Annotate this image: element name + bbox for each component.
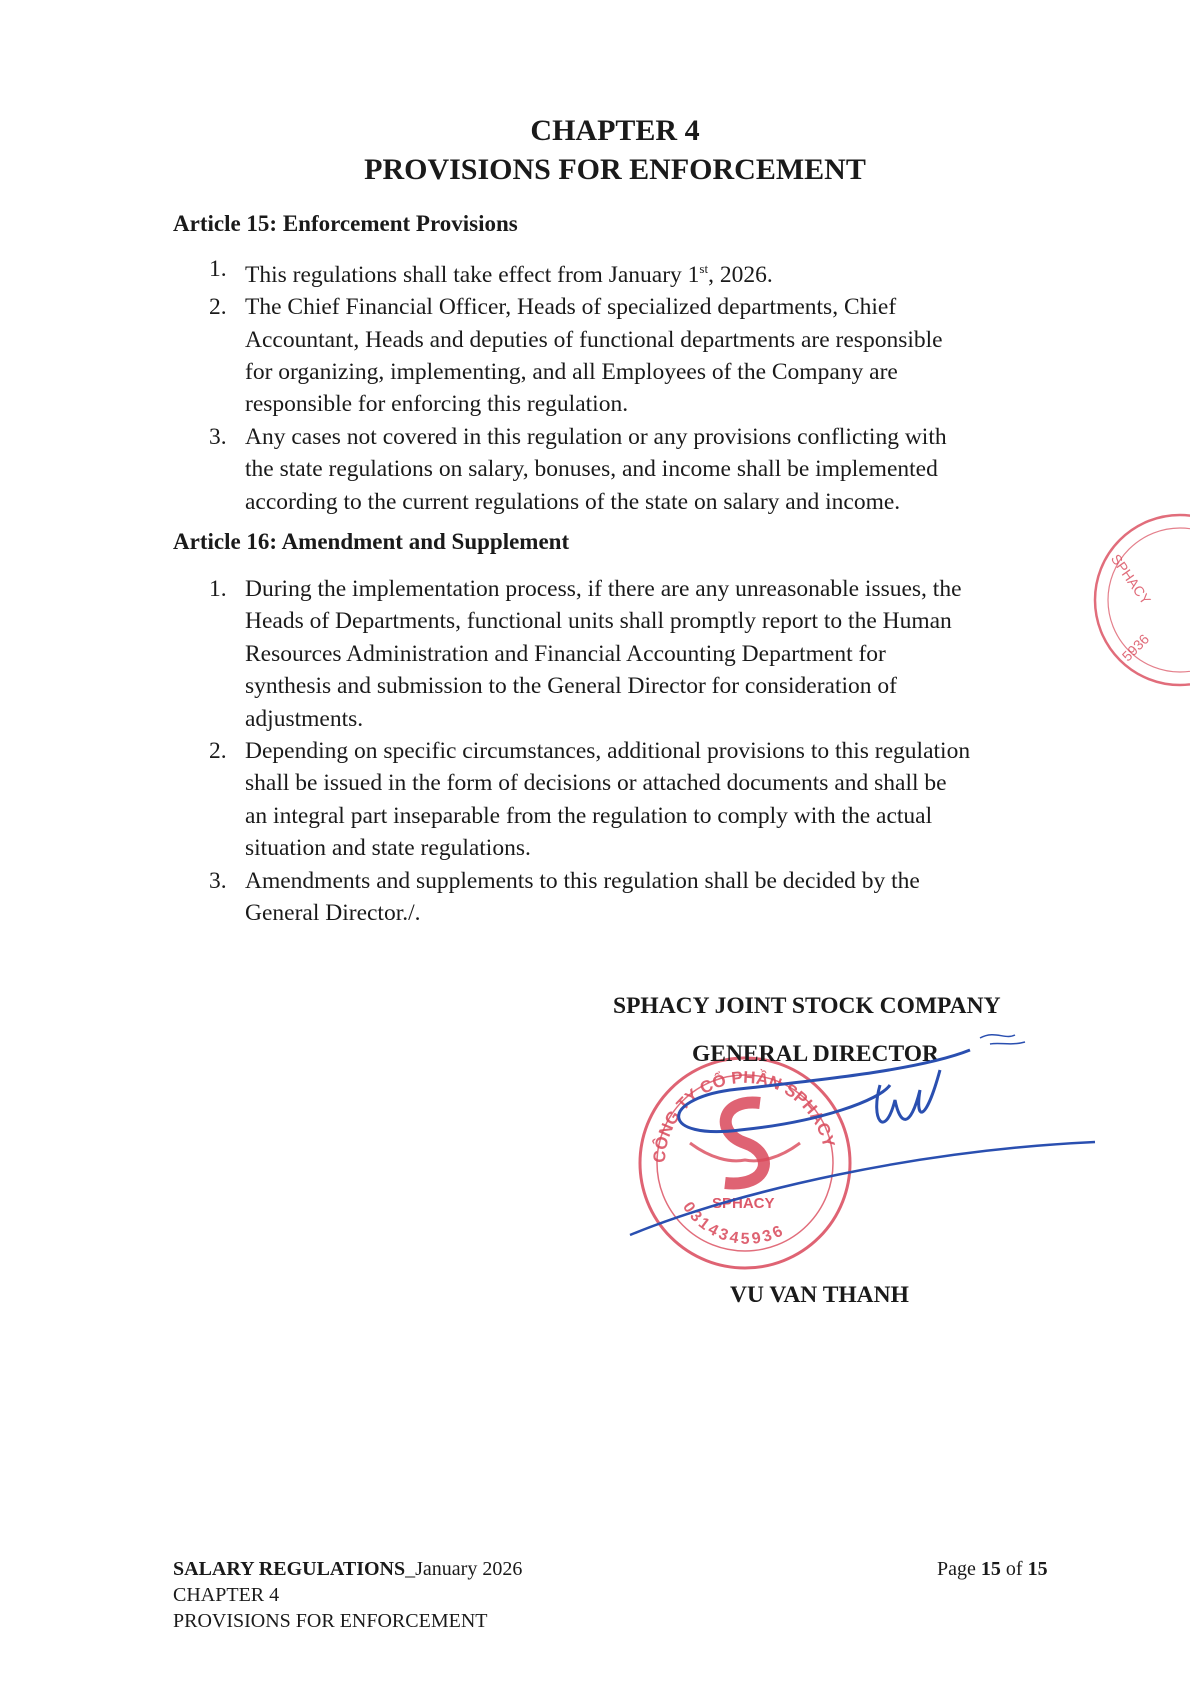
- item-text-line: the state regulations on salary, bonuses, and income shall be implemented: [245, 456, 938, 483]
- side-seal-stamp: [1085, 505, 1190, 695]
- item-text-line: an integral part inseparable from the regulation to comply with the actual: [245, 802, 933, 829]
- item-number: 1.: [209, 576, 227, 602]
- item-text-line: The Chief Financial Officer, Heads of specialized departments, Chief: [245, 294, 897, 321]
- list-item: [173, 253, 1073, 291]
- chapter-title: CHAPTER 4: [530, 114, 700, 147]
- item-text-line: Amendments and supplements to this regulation shall be decided by the: [245, 867, 920, 894]
- list-item: [173, 865, 1073, 930]
- item-text-line: Resources Administration and Financial Accounting Department for: [245, 640, 886, 667]
- item-text-line: adjustments.: [245, 705, 364, 732]
- item-text-line: situation and state regulations.: [245, 835, 531, 862]
- item-text-line: responsible for enforcing this regulation.: [245, 391, 629, 418]
- item-text-line: shall be issued in the form of decisions or attached documents and shall be: [245, 770, 947, 797]
- item-text: This regulations shall take effect from January 1st, 2026.: [245, 261, 773, 288]
- svg-text:5936: 5936: [1118, 630, 1153, 665]
- position-title: GENERAL DIRECTOR: [692, 1041, 940, 1067]
- item-text-line: synthesis and submission to the General Director for consideration of: [245, 673, 897, 700]
- item-number: 2.: [209, 294, 227, 321]
- item-text-line: Depending on specific circumstances, additional provisions to this regulation: [245, 738, 971, 765]
- item-number: 1.: [209, 256, 227, 282]
- item-number: 3.: [209, 867, 227, 894]
- item-text-line: Accountant, Heads and deputies of functional departments are responsible: [245, 326, 943, 353]
- footer-chapter-title: PROVISIONS FOR ENFORCEMENT: [173, 1610, 488, 1632]
- chapter-subtitle: PROVISIONS FOR ENFORCEMENT: [364, 153, 866, 186]
- list-item: [173, 421, 1073, 518]
- item-number: 3.: [209, 423, 227, 450]
- list-item: [173, 573, 1073, 735]
- svg-text:CÔNG TY CỔ PHẦN SPHACY: CÔNG TY CỔ PHẦN SPHACY: [649, 1067, 839, 1164]
- list-item: [173, 735, 1073, 865]
- article-15-list: [173, 253, 1073, 518]
- item-text-line: General Director./.: [245, 900, 421, 927]
- item-text-line: for organizing, implementing, and all Employees of the Company are: [245, 359, 898, 386]
- item-text-line: During the implementation process, if there are any unreasonable issues, the: [245, 576, 962, 602]
- item-text-line: Heads of Departments, functional units shall promptly report to the Human: [245, 608, 952, 635]
- article-16-heading: Article 16: Amendment and Supplement: [173, 529, 570, 554]
- footer-doc-title: SALARY REGULATIONS_January 2026: [173, 1558, 523, 1580]
- footer-chapter: CHAPTER 4: [173, 1584, 280, 1606]
- handwritten-signature: [620, 1030, 1100, 1250]
- list-item: [173, 291, 1073, 421]
- article-15-heading: Article 15: Enforcement Provisions: [173, 211, 518, 236]
- company-name: SPHACY JOINT STOCK COMPANY: [613, 993, 1001, 1019]
- page-number: Page 15 of 15: [937, 1558, 1048, 1580]
- item-text-line: according to the current regulations of the state on salary and income.: [245, 488, 901, 515]
- item-text-line: Any cases not covered in this regulation or any provisions conflicting with: [245, 423, 947, 450]
- svg-text:SPHACY: SPHACY: [712, 1195, 775, 1212]
- svg-text:0314345936: 0314345936: [679, 1199, 789, 1248]
- svg-text:SPHACY: SPHACY: [1107, 550, 1155, 608]
- footer-left: [173, 1556, 522, 1634]
- item-number: 2.: [209, 738, 227, 765]
- signatory-name: VU VAN THANH: [730, 1282, 909, 1308]
- article-16-list: [173, 573, 1073, 929]
